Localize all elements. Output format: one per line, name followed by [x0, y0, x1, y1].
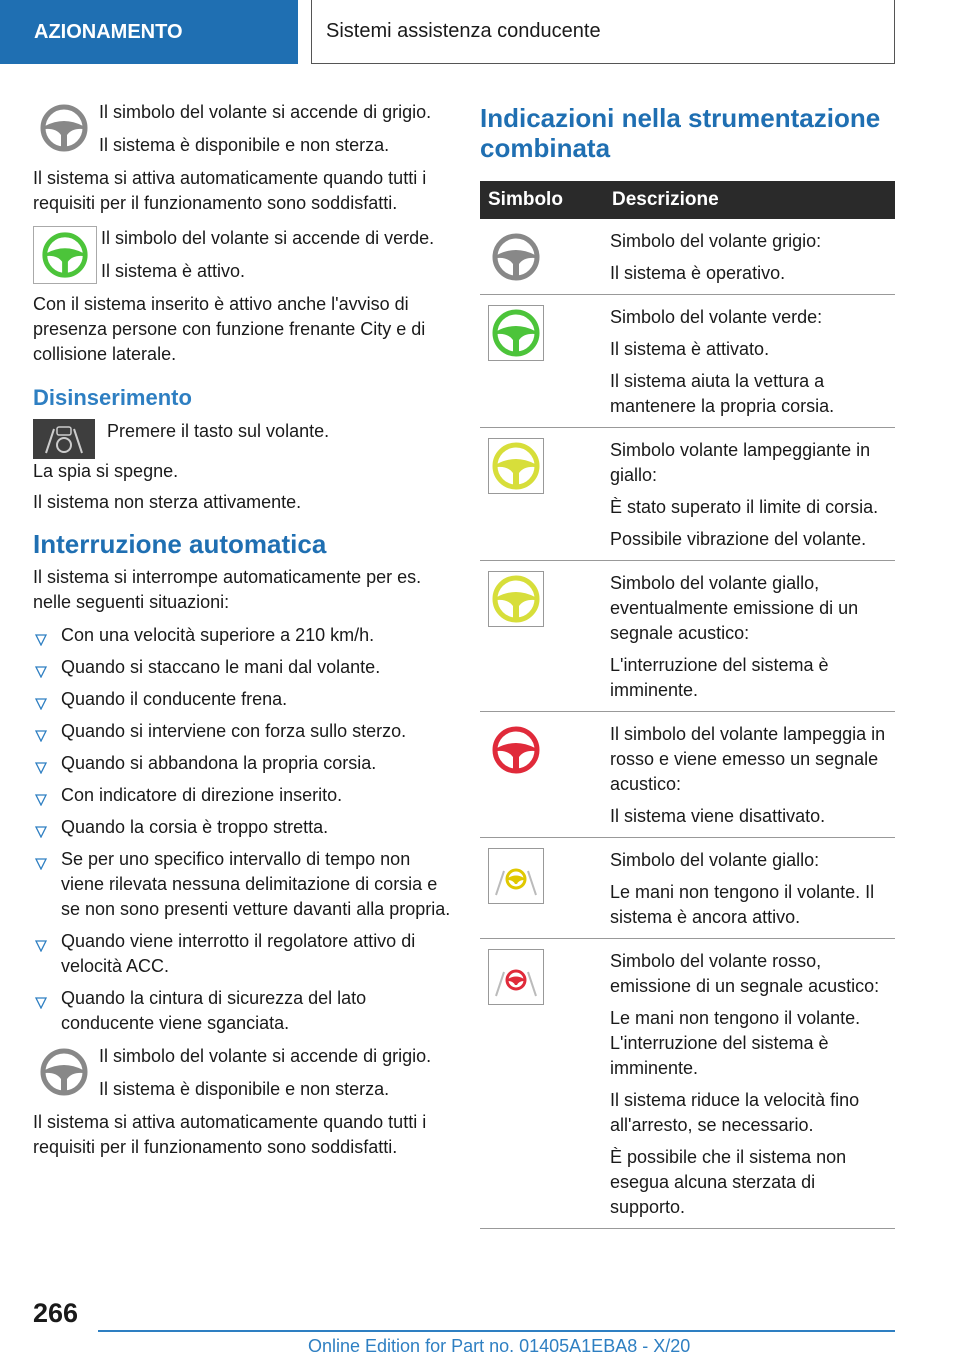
situations-list	[33, 623, 451, 1036]
situation-text: Quando la corsia è troppo stretta.	[61, 817, 329, 837]
steering-wheel-green-icon	[488, 305, 544, 361]
indicazioni-heading: Indicazioni nella strumentazione combinata	[480, 103, 881, 163]
triangle-bullet-icon	[35, 820, 47, 845]
paragraph: La spia si spegne.	[33, 461, 179, 481]
symbol-cell	[480, 939, 604, 1229]
symbol-row	[480, 561, 895, 712]
disinserimento-heading: Disinserimento	[33, 385, 192, 410]
symbol-cell	[480, 712, 604, 838]
paragraph: Il sistema non sterza attivamente.	[33, 492, 302, 512]
symbol-row	[480, 939, 895, 1229]
grey-line1: Il simbolo del volante si accende di grigio.	[99, 102, 432, 122]
grey-line2: Il sistema è disponibile e non sterza.	[99, 1079, 390, 1099]
situation-text: Quando si interviene con forza sullo sterzo.	[61, 721, 407, 741]
status-row-grey	[33, 1044, 451, 1110]
description-line: Il sistema aiuta la vettura a mantenere la propria corsia.	[610, 371, 835, 416]
steering-wheel-yellow-icon	[488, 571, 544, 627]
situation-item	[33, 623, 451, 648]
description-line: Simbolo del volante giallo:	[610, 850, 820, 870]
description-line: Possibile vibrazione del volante.	[610, 529, 867, 549]
lane-assist-button-icon	[33, 419, 95, 459]
steering-wheel-grey-icon	[488, 229, 544, 285]
steering-wheel-green-icon	[33, 226, 97, 284]
triangle-bullet-icon	[35, 628, 47, 653]
paragraph: Il sistema si attiva automaticamente quando tutti i requisiti per il funzionamento sono soddisfatti.	[33, 168, 427, 213]
symbol-cell	[480, 295, 604, 428]
situation-text: Quando si abbandona la propria corsia.	[61, 753, 377, 773]
symbol-row	[480, 295, 895, 428]
symbol-cell	[480, 428, 604, 561]
status-row-green	[33, 226, 451, 292]
description-cell	[604, 219, 895, 295]
paragraph: Il sistema si attiva automaticamente quando tutti i requisiti per il funzionamento sono soddisfatti.	[33, 1112, 427, 1157]
page-number: 266	[33, 1298, 79, 1328]
steering-wheel-yellow-icon	[488, 438, 544, 494]
grey-line1: Il simbolo del volante si accende di grigio.	[99, 1046, 432, 1066]
section-title: Sistemi assistenza conducente	[326, 20, 601, 42]
symbol-row	[480, 838, 895, 939]
situation-item	[33, 655, 451, 680]
symbol-row	[480, 428, 895, 561]
situation-text: Con una velocità superiore a 210 km/h.	[61, 625, 375, 645]
interruzione-heading: Interruzione automatica	[33, 529, 327, 559]
triangle-bullet-icon	[35, 660, 47, 685]
description-cell	[604, 712, 895, 838]
description-line: Il sistema è operativo.	[610, 263, 786, 283]
symbol-cell	[480, 219, 604, 295]
situation-item	[33, 929, 451, 979]
situation-item	[33, 815, 451, 840]
description-line: Il sistema riduce la velocità fino all'arresto, se necessario.	[610, 1090, 860, 1135]
triangle-bullet-icon	[35, 692, 47, 717]
situation-text: Con indicatore di direzione inserito.	[61, 785, 343, 805]
situation-text: Quando viene interrotto il regolatore attivo di velocità ACC.	[61, 931, 416, 976]
description-line: Il sistema viene disattivato.	[610, 806, 826, 826]
description-line: L'interruzione del sistema è imminente.	[610, 655, 829, 700]
right-column	[480, 103, 895, 1229]
symbol-row	[480, 712, 895, 838]
description-line: Simbolo del volante giallo, eventualmente emissione di un segnale acustico:	[610, 573, 859, 643]
situation-text: Quando si staccano le mani dal volante.	[61, 657, 381, 677]
column-header: Simbolo	[480, 181, 604, 219]
description-line: Il sistema è attivato.	[610, 339, 770, 359]
description-line: Simbolo del volante rosso, emissione di un segnale acustico:	[610, 951, 880, 996]
description-cell	[604, 561, 895, 712]
description-cell	[604, 939, 895, 1229]
green-line1: Il simbolo del volante si accende di verde.	[101, 228, 435, 248]
button-row	[33, 419, 451, 459]
green-line2: Il sistema è attivo.	[101, 261, 246, 281]
situation-text: Se per uno specifico intervallo di tempo non viene rilevata nessuna delimitazione di corsia e se non sono presenti vetture davanti alla propria.	[61, 849, 451, 919]
column-header: Descrizione	[604, 181, 895, 219]
status-row-grey	[33, 100, 451, 166]
triangle-bullet-icon	[35, 756, 47, 781]
symbol-cell	[480, 838, 604, 939]
situation-item	[33, 783, 451, 808]
triangle-bullet-icon	[35, 991, 47, 1016]
situation-item	[33, 986, 451, 1036]
hands-off-yellow-icon	[488, 848, 544, 904]
description-line: Simbolo volante lampeggiante in giallo:	[610, 440, 871, 485]
symbol-row	[480, 219, 895, 295]
description-line: Le mani non tengono il volante. Il sistema è ancora attivo.	[610, 882, 875, 927]
description-line: È stato superato il limite di corsia.	[610, 497, 879, 517]
footer-divider	[98, 1330, 895, 1332]
description-line: Il simbolo del volante lampeggia in rosso e viene emesso un segnale acustico:	[610, 724, 886, 794]
description-line: È possibile che il sistema non esegua alcuna sterzata di supporto.	[610, 1147, 847, 1217]
description-line: Simbolo del volante verde:	[610, 307, 823, 327]
symbol-table	[480, 181, 895, 1229]
situation-text: Quando la cintura di sicurezza del lato conducente viene sganciata.	[61, 988, 367, 1033]
steering-wheel-grey-icon	[33, 1044, 95, 1100]
hands-off-red-icon	[488, 949, 544, 1005]
situation-text: Quando il conducente frena.	[61, 689, 288, 709]
left-column	[33, 100, 451, 1170]
triangle-bullet-icon	[35, 934, 47, 959]
steering-wheel-grey-icon	[33, 100, 95, 156]
description-cell	[604, 295, 895, 428]
description-line: Le mani non tengono il volante. L'interruzione del sistema è imminente.	[610, 1008, 861, 1078]
triangle-bullet-icon	[35, 852, 47, 877]
situation-item	[33, 751, 451, 776]
section-tab	[311, 0, 895, 64]
situation-item	[33, 687, 451, 712]
chapter-tab	[0, 0, 298, 64]
paragraph: Con il sistema inserito è attivo anche l'avviso di presenza persone con funzione frenante City e di collisione laterale.	[33, 294, 426, 364]
triangle-bullet-icon	[35, 724, 47, 749]
steering-wheel-red-icon	[488, 722, 544, 778]
description-cell	[604, 838, 895, 939]
grey-line2: Il sistema è disponibile e non sterza.	[99, 135, 390, 155]
edition-note: Online Edition for Part no. 01405A1EBA8 - X/20	[308, 1336, 691, 1356]
button-text: Premere il tasto sul volante.	[107, 421, 330, 441]
symbol-cell	[480, 561, 604, 712]
chapter-title: AZIONAMENTO	[34, 20, 183, 43]
situation-item	[33, 847, 451, 922]
situation-item	[33, 719, 451, 744]
paragraph: Il sistema si interrompe automaticamente per es. nelle seguenti situazioni:	[33, 567, 422, 612]
description-line: Simbolo del volante grigio:	[610, 231, 822, 251]
description-cell	[604, 428, 895, 561]
triangle-bullet-icon	[35, 788, 47, 813]
